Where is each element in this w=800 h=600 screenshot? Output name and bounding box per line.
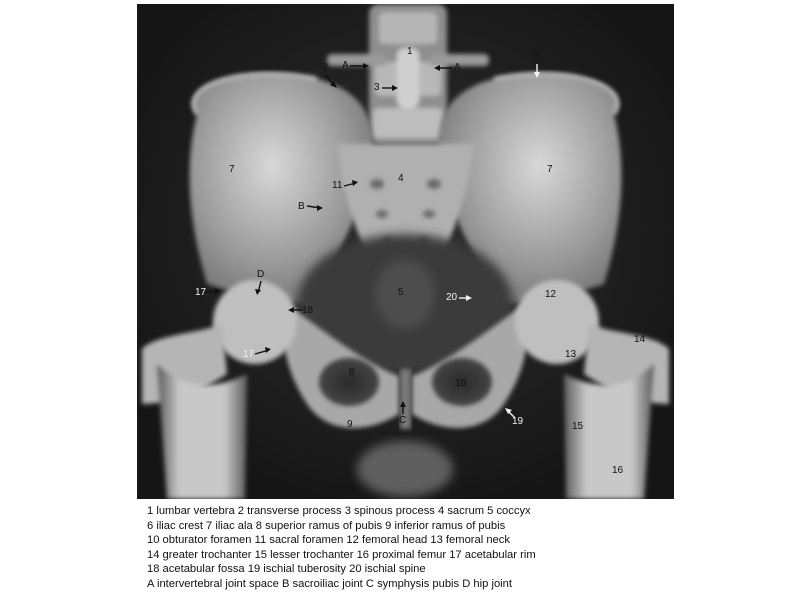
label-17-upper: 17 — [195, 287, 207, 298]
legend-line-2: 6 iliac crest 7 iliac ala 8 superior ramus of pubis 9 inferior ramus of pubis — [147, 519, 506, 532]
label-7-left: 7 — [229, 164, 235, 175]
label-c: C — [399, 415, 407, 426]
label-a-right: A — [454, 62, 461, 73]
label-6: 6 — [534, 51, 540, 62]
legend-line-5: 18 acetabular fossa 19 ischial tuberosity 20 ischial spine — [147, 563, 426, 576]
label-d: D — [257, 269, 265, 280]
label-13: 13 — [565, 349, 577, 360]
label-19: 19 — [512, 416, 524, 427]
label-1: 1 — [407, 46, 413, 57]
legend-line-6: A intervertebral joint space B sacroiliac joint C symphysis pubis D hip joint — [147, 577, 512, 590]
pelvis-xray-figure — [137, 4, 674, 499]
label-4: 4 — [398, 173, 404, 184]
legend-line-1: 1 lumbar vertebra 2 transverse process 3 spinous process 4 sacrum 5 coccyx — [147, 505, 531, 517]
label-17-lower: 17 — [243, 349, 255, 360]
label-a-left: A — [342, 60, 349, 71]
label-18: 18 — [302, 305, 314, 316]
label-15: 15 — [572, 421, 584, 432]
label-5: 5 — [398, 287, 404, 298]
label-2: 2 — [322, 62, 328, 73]
label-10: 10 — [455, 378, 467, 389]
label-16: 16 — [612, 465, 624, 476]
label-7-right: 7 — [547, 164, 553, 175]
label-9: 9 — [347, 419, 353, 430]
legend-line-4: 14 greater trochanter 15 lesser trochanter 16 proximal femur 17 acetabular rim — [147, 548, 536, 561]
label-14: 14 — [634, 334, 646, 345]
label-20: 20 — [446, 292, 458, 303]
label-8: 8 — [349, 367, 355, 378]
label-b: B — [298, 201, 305, 212]
label-11: 11 — [332, 180, 343, 191]
label-12: 12 — [545, 289, 557, 300]
label-3: 3 — [374, 82, 380, 93]
figure-legend — [147, 504, 667, 592]
legend-line-3: 10 obturator foramen 11 sacral foramen 12 femoral head 13 femoral neck — [147, 534, 510, 547]
